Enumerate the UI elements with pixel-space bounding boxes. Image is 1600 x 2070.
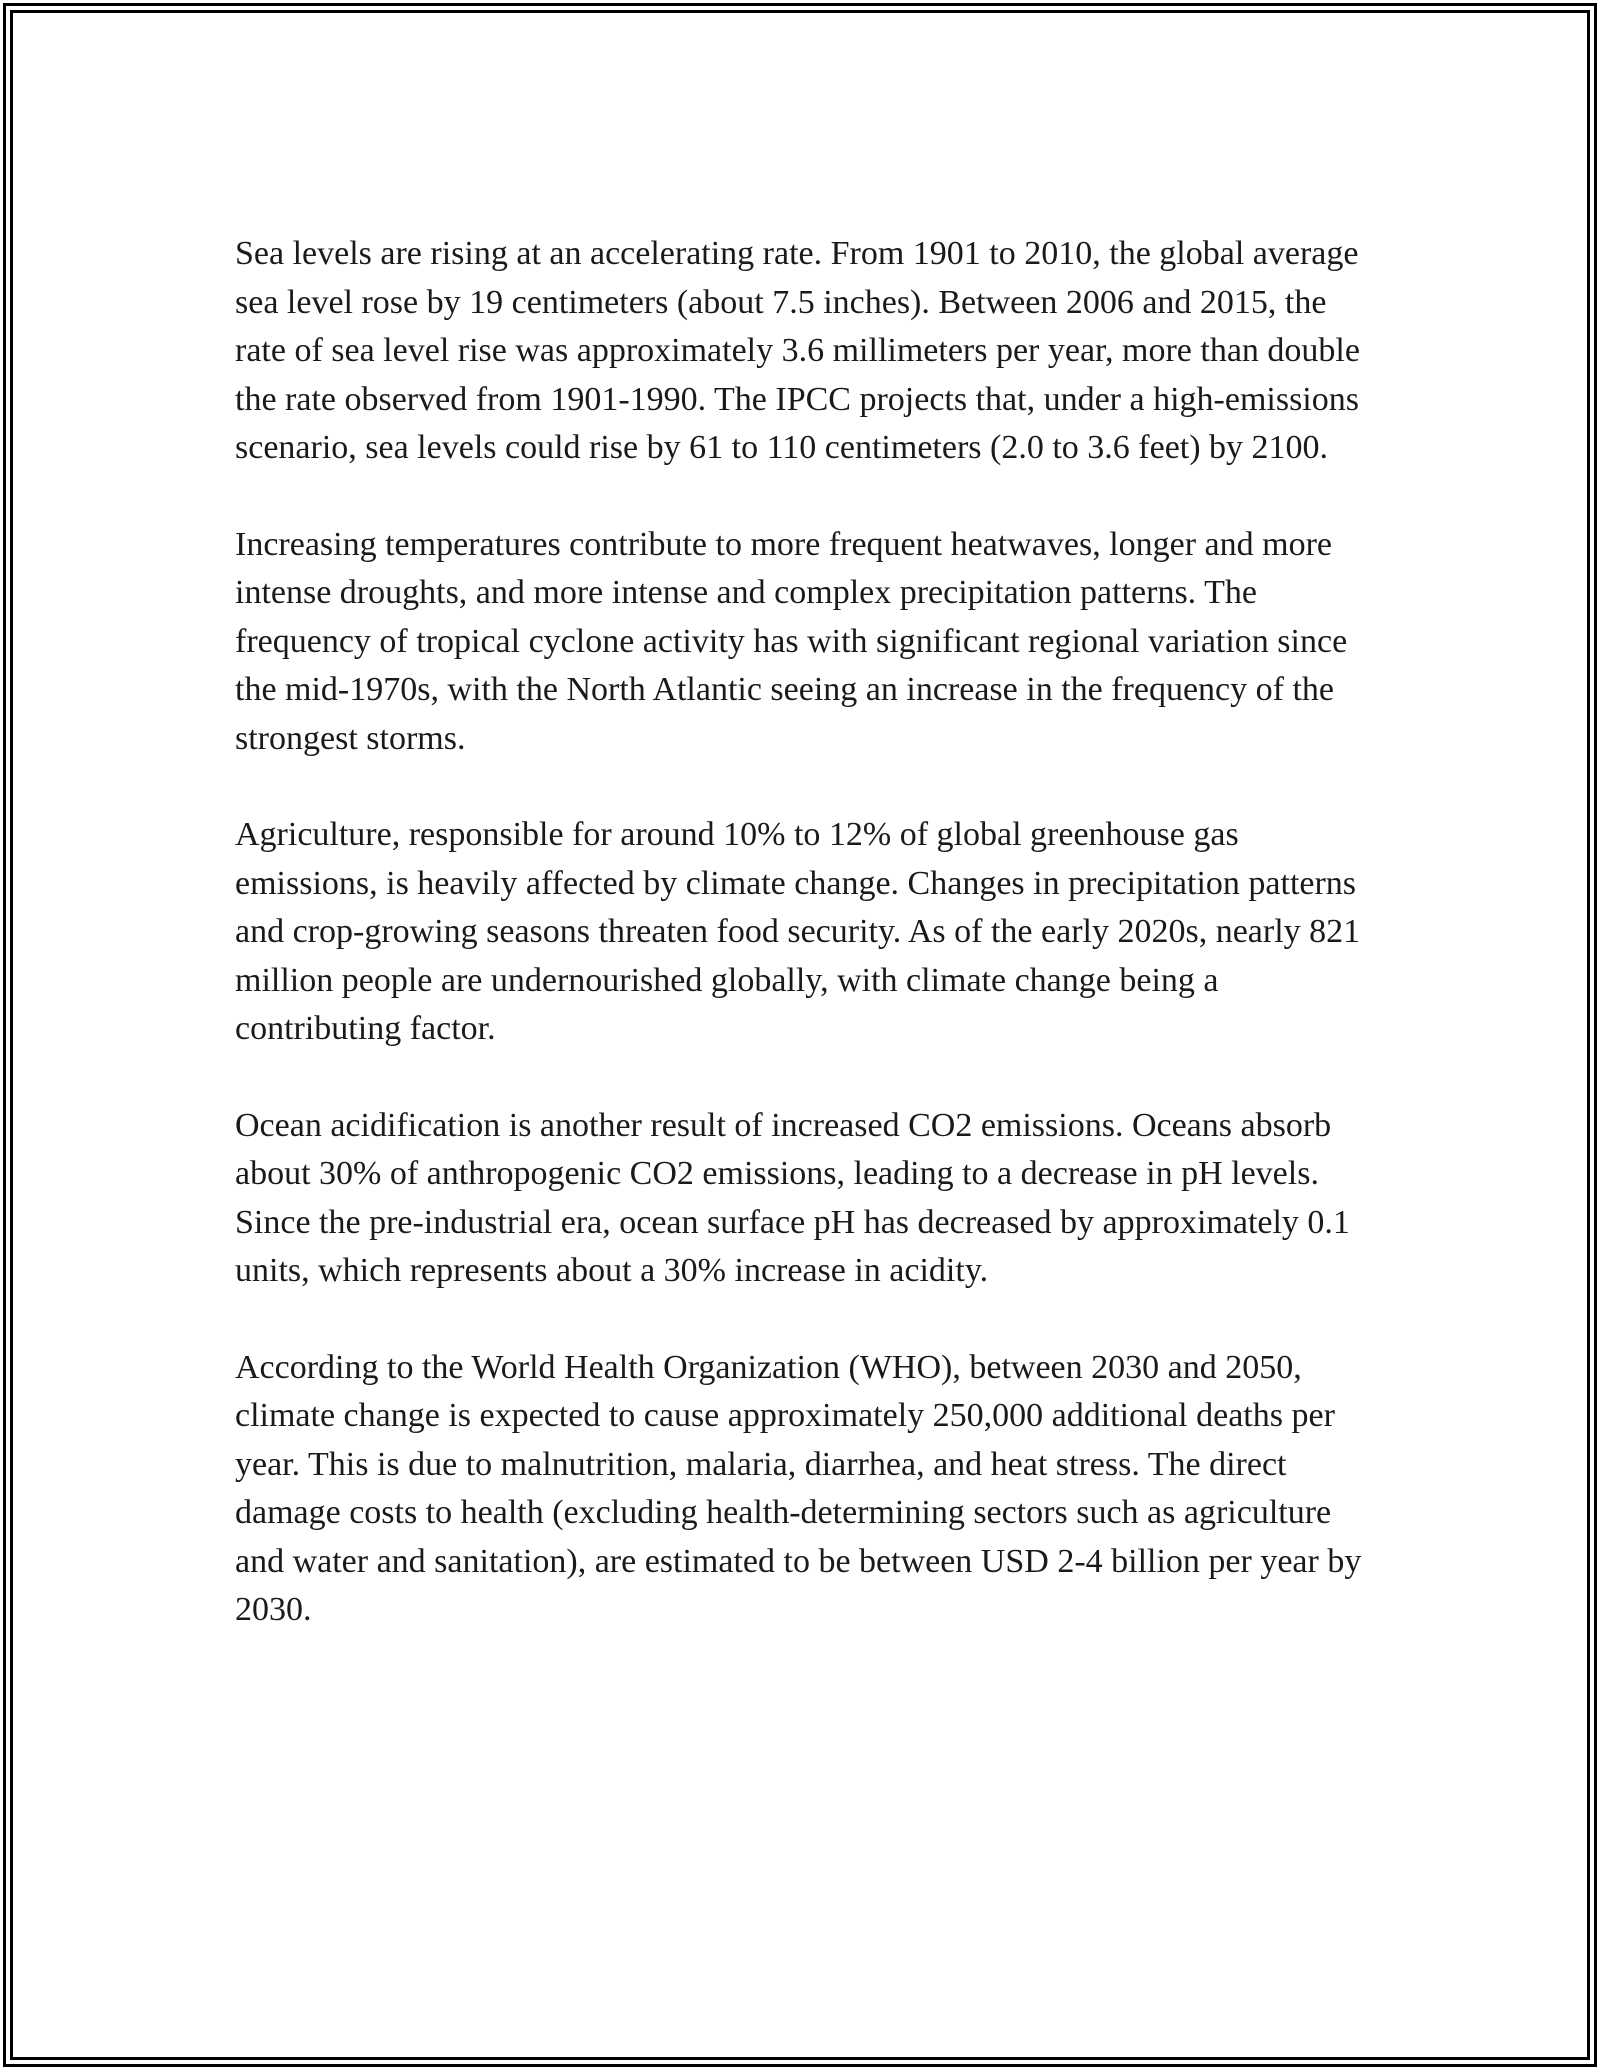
paragraph-health: According to the World Health Organization (WHO), between 2030 and 2050, climate change is expected to cause approximately 250,000 additional deaths per year. This is due to malnutrition, malaria, diarrhea, and heat stress. The direct damage costs to health (excluding health-determining sectors such as agriculture and water and sanitation), are estimated to be between USD 2-4 billion per year by 2030. — [235, 1348, 1362, 1628]
paragraph-sea-levels: Sea levels are rising at an accelerating rate. From 1901 to 2010, the global average sea level rose by 19 centimeters (about 7.5 inches). Between 2006 and 2015, the rate of sea level rise was approximately 3.6 millimeters per year, more than double the rate observed from 1901-1990. The IPCC projects that, under a high-emissions scenario, sea levels could rise by 61 to 110 centimeters (2.0 to 3.6 feet) by 2100. — [235, 235, 1360, 466]
paragraph-agriculture: Agriculture, responsible for around 10% to 12% of global greenhouse gas emissions, is heavily affected by climate change. Changes in precipitation patterns and crop-growing seasons threaten food security. As of the early 2020s, nearly 821 million people are undernourished globally, with climate change being a contributing factor. — [235, 816, 1361, 1047]
document-body — [235, 230, 1365, 1635]
paragraph-temperatures: Increasing temperatures contribute to more frequent heatwaves, longer and more intense droughts, and more intense and complex precipitation patterns. The frequency of tropical cyclone activity has with significant regional variation since the mid-1970s, with the North Atlantic seeing an increase in the frequency of the strongest storms. — [235, 525, 1348, 757]
paragraph-ocean-acidification: Ocean acidification is another result of increased CO2 emissions. Oceans absorb about 30% of anthropogenic CO2 emissions, leading to a decrease in pH levels. Since the pre-industrial era, ocean surface pH has decreased by approximately 0.1 units, which represents about a 30% increase in acidity. — [235, 1106, 1350, 1289]
